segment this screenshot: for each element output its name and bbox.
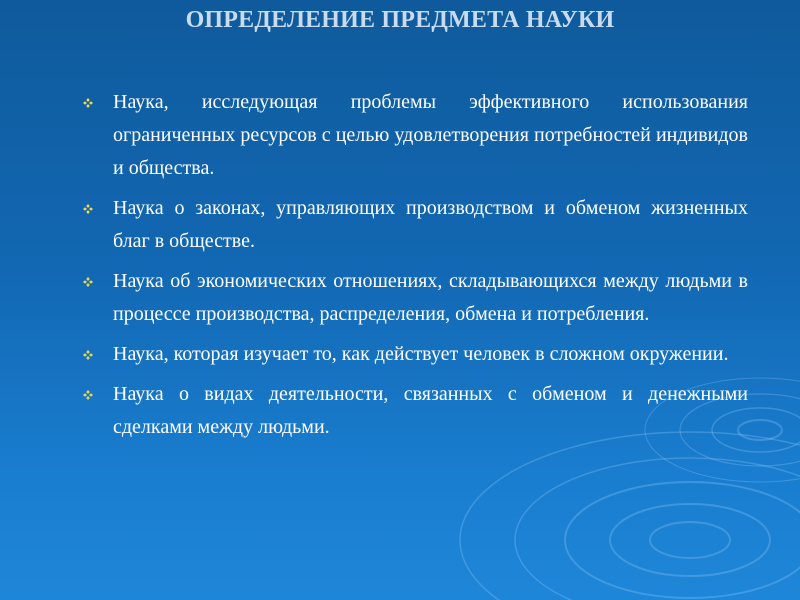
ripple-ring [515, 458, 800, 600]
four-diamond-bullet-icon [83, 277, 93, 287]
ripple-ring [460, 432, 800, 600]
list-item-text: Наука о законах, управляющих производством и обменом жизненных благ в обществе. [113, 197, 748, 252]
slide-title: ОПРЕДЕЛЕНИЕ ПРЕДМЕТА НАУКИ [185, 7, 615, 33]
list-item [80, 338, 748, 371]
four-diamond-bullet-icon [83, 350, 93, 360]
four-diamond-bullet-icon [83, 204, 93, 214]
list-item [80, 192, 748, 258]
definition-list [80, 86, 748, 451]
ripple-ring [610, 504, 770, 576]
four-diamond-bullet-icon [83, 390, 93, 400]
list-item [80, 86, 748, 185]
ripple-ring [565, 482, 800, 598]
list-item-text: Наука, исследующая проблемы эффективного использования ограниченных ресурсов с целью удовлетворения потребностей индивидов и общества. [113, 91, 748, 179]
four-diamond-bullet-icon [83, 98, 93, 108]
list-item [80, 378, 748, 444]
ripple-ring [650, 522, 730, 558]
list-item-text: Наука о видах деятельности, связанных с обменом и денежными сделками между людьми. [113, 383, 748, 438]
list-item-text: Наука об экономических отношениях, складывающихся между людьми в процессе производства, распределения, обмена и потребления. [113, 270, 748, 325]
list-item-text: Наука, которая изучает то, как действует человек в сложном окружении. [113, 343, 729, 365]
list-item [80, 265, 748, 331]
